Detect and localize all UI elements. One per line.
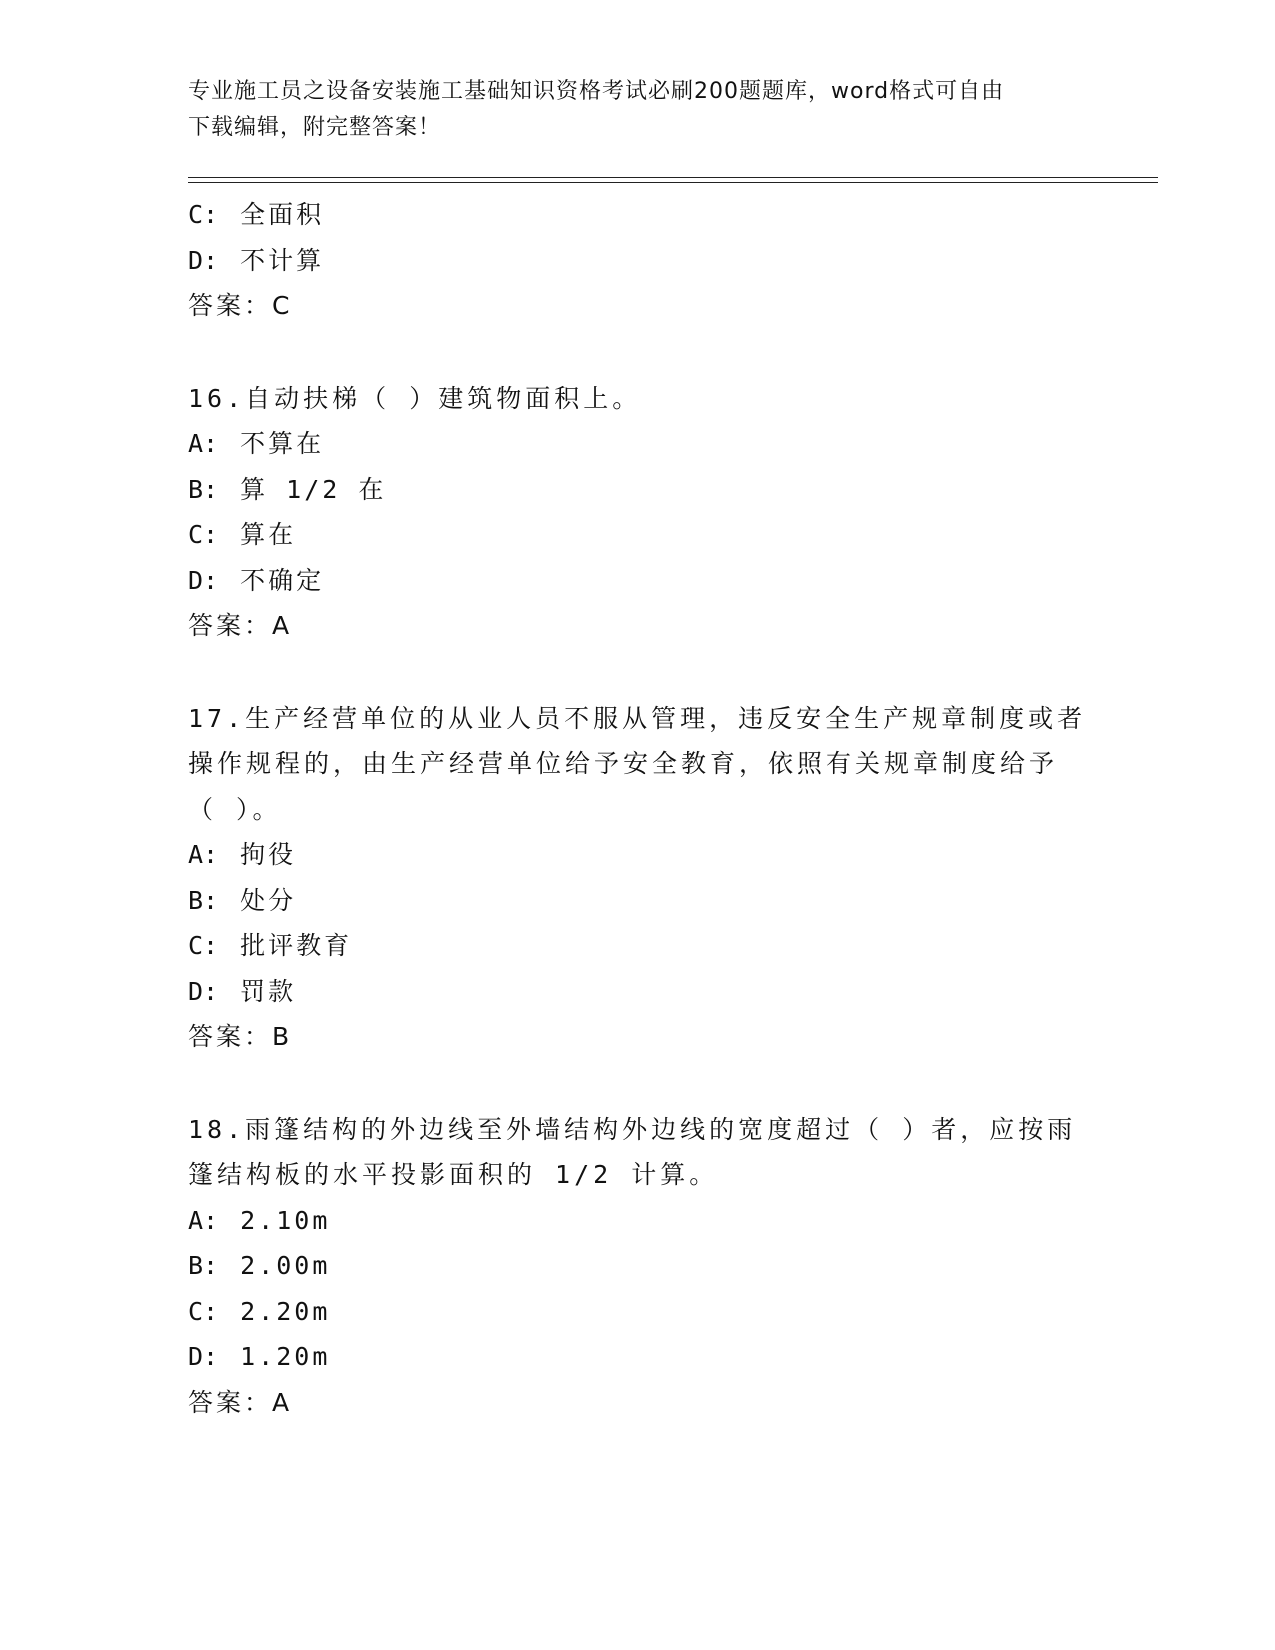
header-divider xyxy=(188,177,1158,183)
answer-line: 答案：C xyxy=(188,291,293,320)
answer-line: 答案：A xyxy=(188,611,293,640)
option-d: D: 不计算 xyxy=(188,245,325,275)
question-text-line-2: 篷结构板的水平投影面积的 1/2 计算。 xyxy=(188,1160,719,1189)
question-text-line-3: （ ）。 xyxy=(188,794,282,824)
answer-line: 答案：A xyxy=(188,1387,293,1417)
option-a: A: 不算在 xyxy=(188,429,325,458)
document-body xyxy=(188,192,1088,1425)
question-17 xyxy=(188,696,1088,1060)
question-16 xyxy=(188,376,1088,649)
spacer xyxy=(188,1060,1088,1107)
option-c: C: 2.20m xyxy=(188,1296,331,1326)
option-d: D: 不确定 xyxy=(188,565,325,595)
option-a: A: 2.10m xyxy=(188,1205,331,1235)
option-d: D: 1.20m xyxy=(188,1342,331,1371)
header-line-2: 下载编辑，附完整答案！ xyxy=(188,115,442,140)
question-text-line-1: 18.雨篷结构的外边线至外墙结构外边线的宽度超过（ ）者，应按雨 xyxy=(188,1114,1077,1144)
question-18 xyxy=(188,1107,1088,1426)
option-a: A: 拘役 xyxy=(188,840,297,869)
option-c: C: 批评教育 xyxy=(188,931,353,960)
option-b: B: 处分 xyxy=(188,885,297,915)
option-d: D: 罚款 xyxy=(188,976,297,1006)
prev-question-block xyxy=(188,192,1088,329)
option-c: C: 全面积 xyxy=(188,200,325,229)
answer-line: 答案：B xyxy=(188,1022,293,1051)
question-text-line-2: 操作规程的，由生产经营单位给予安全教育，依照有关规章制度给予 xyxy=(188,749,1059,778)
document-header xyxy=(188,74,1088,146)
option-b: B: 算 1/2 在 xyxy=(188,474,387,504)
option-c: C: 算在 xyxy=(188,520,297,549)
spacer xyxy=(188,329,1088,376)
option-b: B: 2.00m xyxy=(188,1251,331,1280)
question-text: 16.自动扶梯（ ）建筑物面积上。 xyxy=(188,383,642,413)
question-text-line-1: 17.生产经营单位的从业人员不服从管理，违反安全生产规章制度或者 xyxy=(188,703,1087,733)
spacer xyxy=(188,649,1088,696)
header-line-1: 专业施工员之设备安装施工基础知识资格考试必刷200题题库，word格式可自由 xyxy=(188,79,1005,104)
